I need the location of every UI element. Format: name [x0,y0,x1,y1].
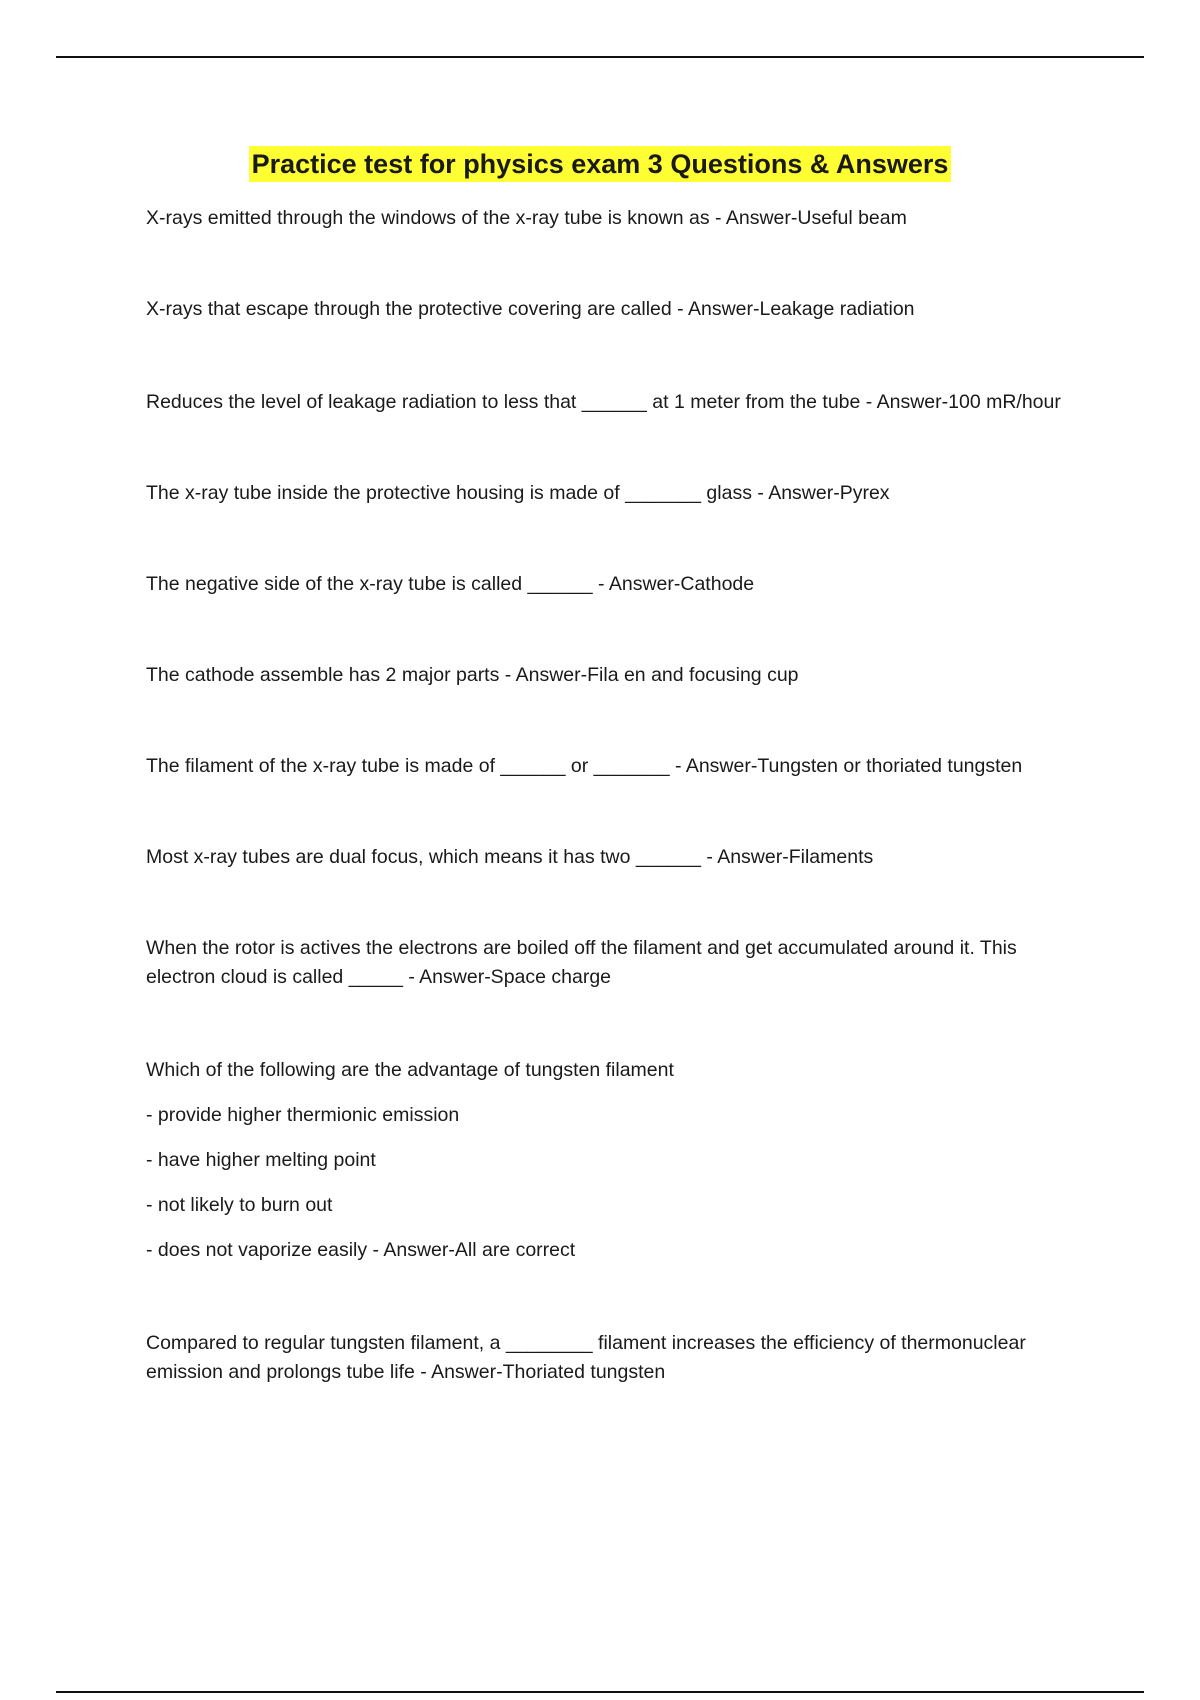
list-option-1: - provide higher thermionic emission [146,1104,460,1126]
page-title: Practice test for physics exam 3 Questions & Answers [249,146,952,182]
qa-item-1: X-rays emitted through the windows of the x-ray tube is known as - Answer-Useful beam [146,207,907,229]
list-option-4: - does not vaporize easily - Answer-All are correct [146,1239,576,1261]
top-rule [56,56,1144,58]
qa-item-7: The filament of the x-ray tube is made of ______ or _______ - Answer-Tungsten or thoriated tungsten [146,755,1023,777]
qa-item-2: X-rays that escape through the protective covering are called - Answer-Leakage radiation [146,298,915,320]
qa-item-list-question [146,1056,1076,1265]
list-option-3: - not likely to burn out [146,1194,333,1216]
qa-item-5: The negative side of the x-ray tube is called ______ - Answer-Cathode [146,573,755,595]
list-question-stem: Which of the following are the advantage of tungsten filament [146,1059,674,1081]
list-option-2: - have higher melting point [146,1149,376,1171]
qa-item-8: Most x-ray tubes are dual focus, which means it has two ______ - Answer-Filaments [146,846,874,868]
qa-content [146,204,1076,1387]
bottom-rule [56,1691,1144,1693]
qa-item-9: When the rotor is actives the electrons are boiled off the filament and get accumulated around it. This electron cloud is called _____ - Answer-Space charge [146,937,1017,988]
qa-item-3: Reduces the level of leakage radiation to less that ______ at 1 meter from the tube - Answer-100 mR/hour [146,391,1061,413]
qa-item-4: The x-ray tube inside the protective housing is made of _______ glass - Answer-Pyrex [146,482,890,504]
qa-item-last: Compared to regular tungsten filament, a ________ filament increases the efficiency of thermonuclear emission and prolongs tube life - Answer-Thoriated tungsten [146,1332,1026,1383]
qa-item-6: The cathode assemble has 2 major parts - Answer-Fila en and focusing cup [146,664,799,686]
title-container [0,146,1200,182]
